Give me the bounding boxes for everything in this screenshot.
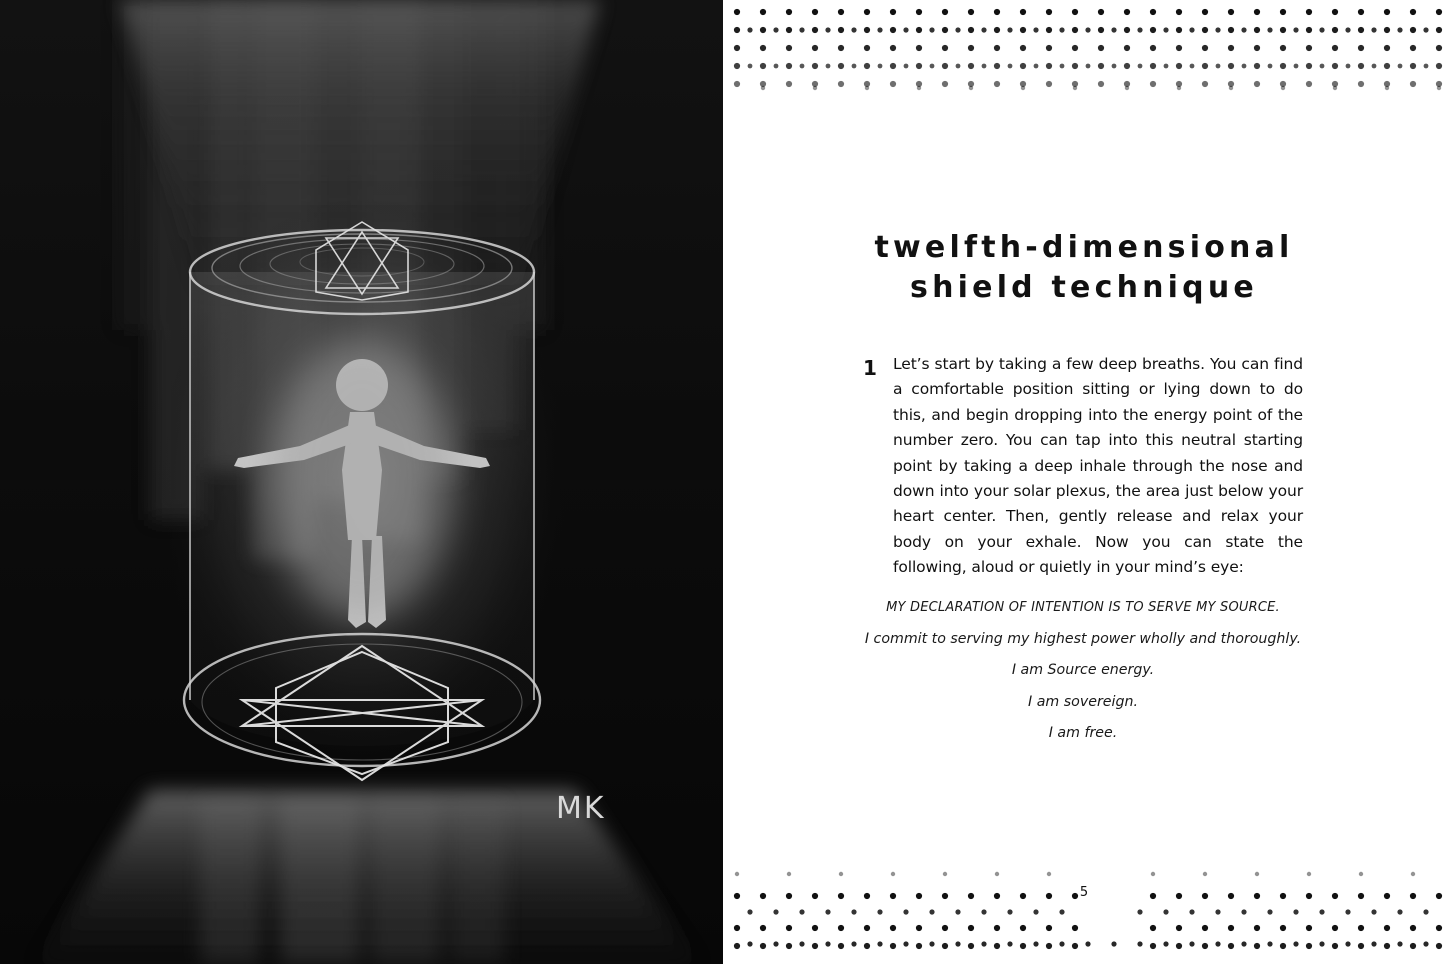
dot-pattern-bottom-svg	[723, 864, 1445, 964]
declaration-block	[863, 592, 1303, 750]
text-page	[723, 0, 1445, 964]
dot-pattern-top	[723, 0, 1445, 104]
step-item	[863, 352, 1303, 581]
declaration-line-5: I am free.	[1048, 725, 1118, 741]
dot-pattern-bottom	[723, 864, 1445, 964]
step-number: 1	[863, 356, 877, 380]
declaration-line-4: I am sovereign.	[1028, 693, 1138, 710]
declaration-line-3: I am Source energy.	[1011, 662, 1155, 678]
dot-pattern-top-svg	[723, 0, 1445, 104]
page-title-line-2: shield technique	[910, 270, 1258, 305]
page-number: 5	[1079, 885, 1089, 900]
step-text: Let’s start by taking a few deep breaths. You can find a comfortable position sitting or lying down to do this, and begin dropping into the energy point of the number zero. You can tap into this neutral starting point by taking a deep inhale through the nose and down into your solar plexus, the area just below your heart center. Then, gently release and relax your body on your exhale. Now you can state the following, aloud or quietly in your mind’s eye:	[893, 355, 1303, 577]
page-title-line-1: twelfth-dimensional	[874, 230, 1294, 265]
page-title	[723, 228, 1445, 308]
declaration-line-1: MY DECLARATION OF INTENTION IS TO SERVE MY SOURCE.	[886, 600, 1280, 615]
declaration-line-2: I commit to serving my highest power wholly and thoroughly.	[864, 630, 1302, 647]
artist-signature: MK	[556, 791, 606, 826]
